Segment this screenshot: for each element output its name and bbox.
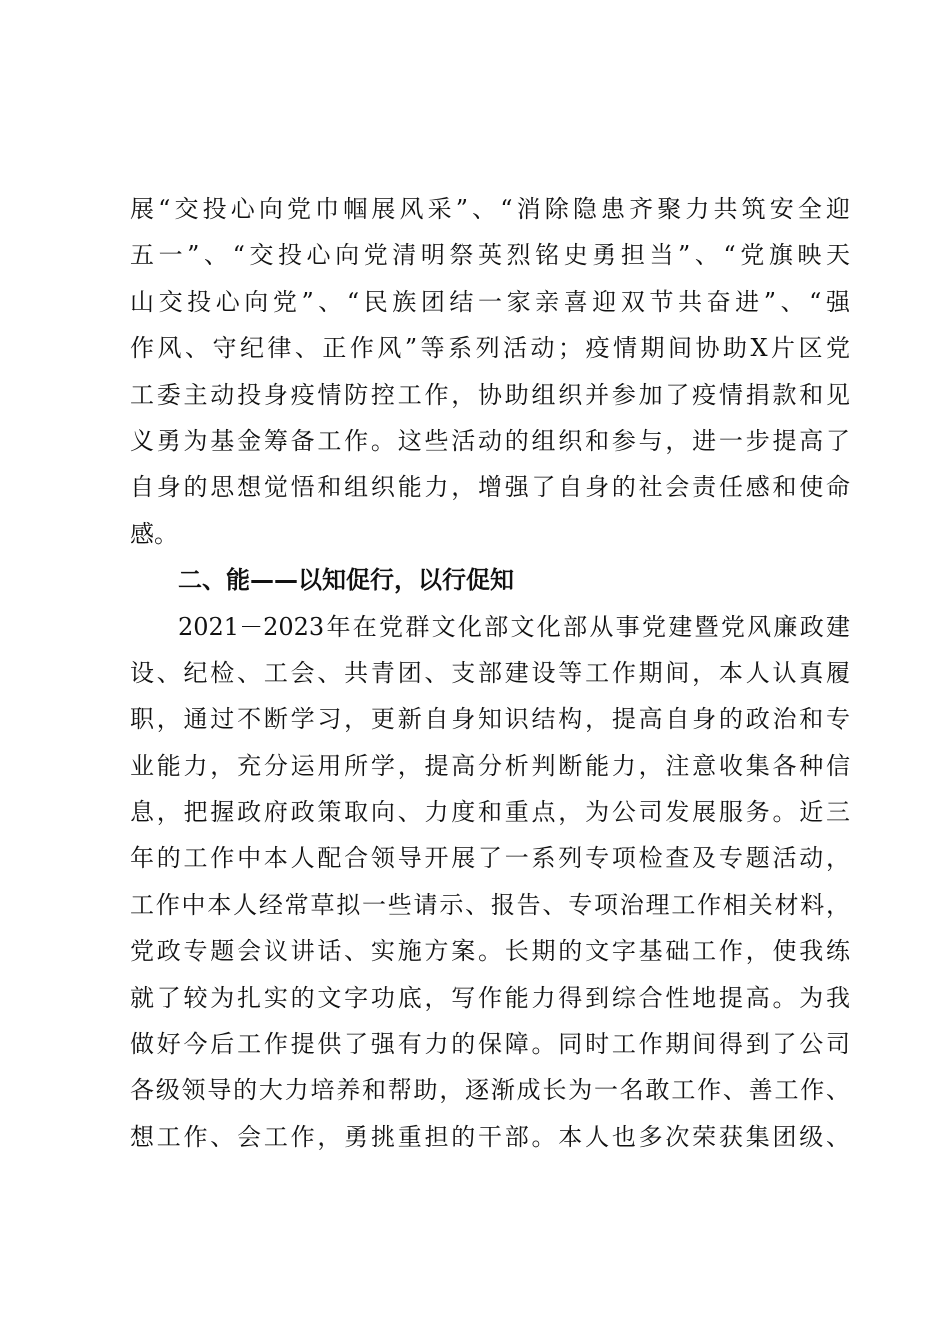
text-line: 党政专题会议讲话、实施方案。长期的文字基础工作，使我练 <box>130 937 850 966</box>
text-line: 做好今后工作提供了强有力的保障。同时工作期间得到了公司 <box>130 1030 850 1059</box>
text-line: 业能力，充分运用所学，提高分析判断能力，注意收集各种信 <box>130 751 850 780</box>
text-line: 作风、守纪律、正作风”等系列活动；疫情期间协助X片区党 <box>130 334 850 363</box>
text-line: 设、纪检、工会、共青团、支部建设等工作期间，本人认真履 <box>130 658 850 687</box>
text-line: 息，把握政府政策取向、力度和重点，为公司发展服务。近三 <box>130 798 850 827</box>
text-line: 五一”、“交投心向党清明祭英烈铭史勇担当”、“党旗映天 <box>130 241 850 270</box>
text-line: 各级领导的大力培养和帮助，逐渐成长为一名敢工作、善工作、 <box>130 1076 850 1105</box>
text-line: 年的工作中本人配合领导开展了一系列专项检查及专题活动， <box>130 844 850 873</box>
text-line: 职，通过不断学习，更新自身知识结构，提高自身的政治和专 <box>130 705 850 734</box>
text-line: 工作中本人经常草拟一些请示、报告、专项治理工作相关材料， <box>130 890 850 919</box>
text-line: 感。 <box>130 519 178 548</box>
section-heading: 二、能——以知促行，以行促知 <box>178 566 514 595</box>
text-line: 展“交投心向党巾帼展风采”、“消除隐患齐聚力共筑安全迎 <box>130 195 850 223</box>
document-body <box>130 186 850 1160</box>
text-line: 自身的思想觉悟和组织能力，增强了自身的社会责任感和使命 <box>130 473 850 502</box>
text-line: 义勇为基金筹备工作。这些活动的组织和参与，进一步提高了 <box>130 426 850 455</box>
text-line: 想工作、会工作，勇挑重担的干部。本人也多次荣获集团级、 <box>130 1122 850 1151</box>
text-line: 工委主动投身疫情防控工作，协助组织并参加了疫情捐款和见 <box>130 380 850 409</box>
paragraph-ability <box>130 604 850 1161</box>
text-line: 山交投心向党”、“民族团结一家亲喜迎双节共奋进”、“强 <box>130 287 850 316</box>
text-line: 就了较为扎实的文字功底，写作能力得到综合性地提高。为我 <box>130 983 850 1012</box>
paragraph-activities <box>130 186 850 557</box>
text-line: 2021－2023年在党群文化部文化部从事党建暨党风廉政建 <box>178 612 850 641</box>
